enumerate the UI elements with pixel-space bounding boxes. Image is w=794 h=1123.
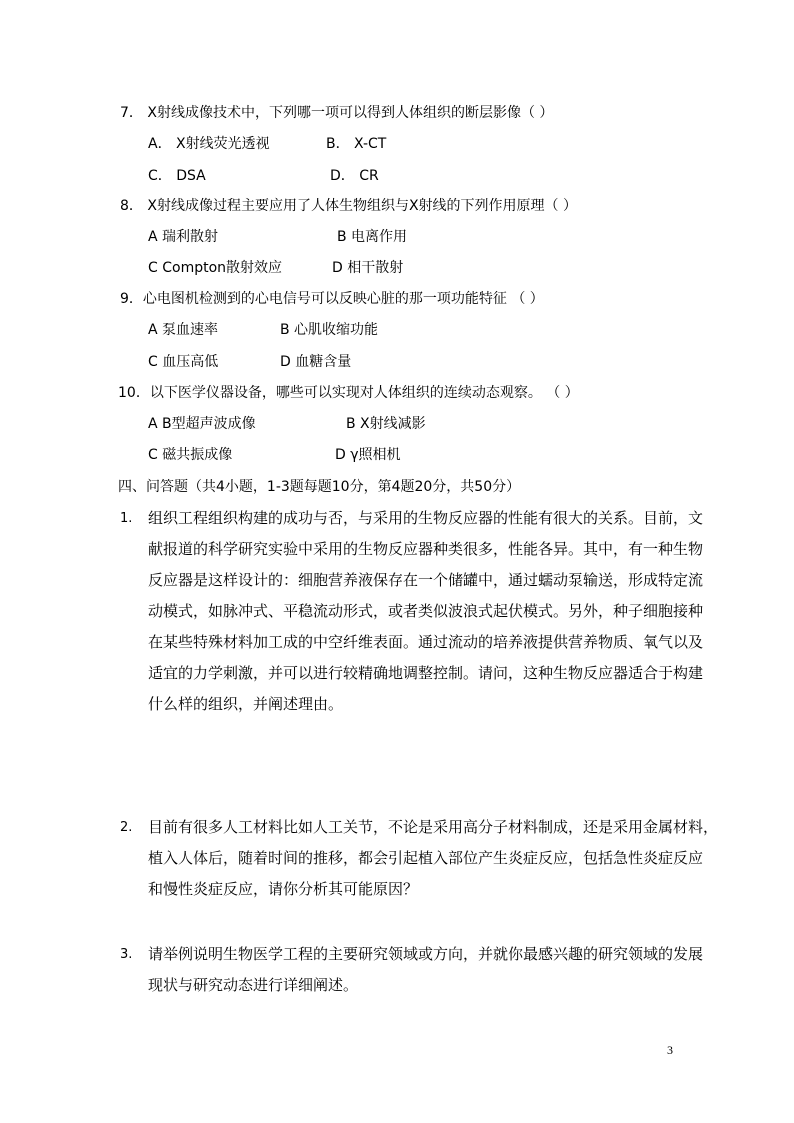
essay-3-line: 现状与研究动态进行详细阐述。 [148, 976, 359, 994]
essay-2-text [148, 812, 719, 905]
essay-3-line: 请举例说明生物医学工程的主要研究领域或方向，并就你最感兴趣的研究领域的发展 [148, 945, 704, 963]
question-10-option-a: A B型超声波成像 [148, 416, 256, 432]
question-9-option-a: A 泵血速率 [148, 322, 219, 338]
question-7-option-b: B． X-CT [326, 136, 387, 152]
question-9-option-c: C 血压高低 [148, 354, 219, 370]
essay-1-line: 在某些特殊材料加工成的中空纤维表面。通过流动的培养液提供营养物质、氧气以及 [148, 633, 704, 651]
essay-1-text [148, 503, 704, 720]
essay-1-line: 动模式，如脉冲式、平稳流动形式，或者类似波浪式起伏模式。另外，种子细胞接种 [148, 602, 704, 620]
essay-3-number: 3. [120, 947, 133, 962]
question-8-stem: 8． X射线成像过程主要应用了人体生物组织与X射线的下列作用原理（ ） [120, 198, 577, 214]
question-10-option-d: D γ照相机 [335, 447, 401, 463]
question-7-stem: 7． X射线成像技术中，下列哪一项可以得到人体组织的断层影像（ ） [120, 105, 554, 121]
question-9-stem: 9．心电图机检测到的心电信号可以反映心脏的那一项功能特征 （ ） [120, 291, 544, 307]
question-9-option-d: D 血糖含量 [280, 354, 352, 370]
question-8-option-a: A 瑞利散射 [148, 229, 219, 245]
essay-1-line: 反应器是这样设计的：细胞营养液保存在一个储罐中，通过蠕动泵输送，形成特定流 [148, 571, 704, 589]
question-10-stem: 10．以下医学仪器设备，哪些可以实现对人体组织的连续动态观察。 （ ） [118, 385, 579, 401]
question-7-option-a: A． X射线荧光透视 [148, 136, 270, 152]
page-number: 3 [667, 1043, 673, 1057]
question-10-option-c: C 磁共振成像 [148, 447, 233, 463]
question-8-option-d: D 相干散射 [332, 260, 404, 276]
essay-1-number: 1. [120, 511, 133, 526]
essay-1-line: 什么样的组织，并阐述理由。 [148, 695, 344, 713]
question-7-option-c: C． DSA [148, 168, 206, 184]
essay-1-line: 组织工程组织构建的成功与否，与采用的生物反应器的性能有很大的关系。目前，文 [148, 509, 704, 527]
essay-2-line: 植入人体后，随着时间的推移，都会引起植入部位产生炎症反应，包括急性炎症反应 [148, 849, 704, 867]
question-8-option-c: C Compton散射效应 [148, 260, 283, 276]
question-8-option-b: B 电离作用 [337, 229, 408, 245]
essay-2-number: 2. [120, 820, 133, 835]
essay-1-line: 献报道的科学研究实验中采用的生物反应器种类很多，性能各异。其中，有一种生物 [148, 540, 704, 558]
section-title: 四、问答题（共4小题，1-3题每题10分，第4题20分，共50分） [118, 479, 521, 495]
essay-2-line: 目前有很多人工材料比如人工关节，不论是采用高分子材料制成，还是采用金属材料， [148, 818, 719, 836]
essay-1-line: 适宜的力学刺激，并可以进行较精确地调整控制。请问，这种生物反应器适合于构建 [148, 664, 704, 682]
essay-2-line: 和慢性炎症反应，请你分析其可能原因？ [148, 880, 419, 898]
question-7-option-d: D． CR [330, 168, 379, 184]
question-10-option-b: B X射线减影 [346, 416, 426, 432]
essay-3-text [148, 939, 704, 1001]
question-9-option-b: B 心肌收缩功能 [280, 322, 379, 338]
